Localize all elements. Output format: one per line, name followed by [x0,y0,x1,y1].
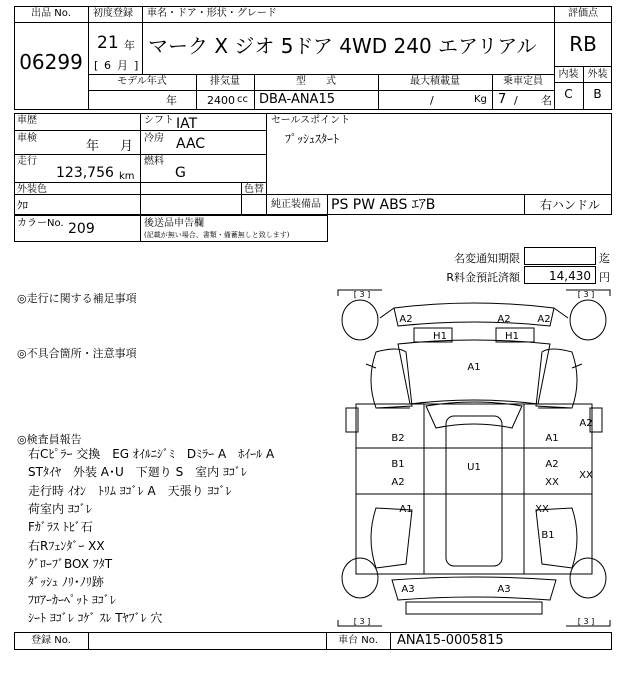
mileage-unit: km [119,171,135,182]
interior-label: 内装 [558,69,579,80]
driving-remarks-label: ◎走行に関する補足事項 [17,292,137,305]
transfer-deadline-box [524,247,596,265]
year-unit: 年 [124,39,135,52]
model-year-label: モデル年式 [117,76,167,87]
equipment-label: 純正装備品 [271,199,321,210]
remark-line: ｸﾞﾛｰﾌﾞBOX ﾌﾀT [28,557,113,571]
first-reg-year: 21 [97,33,119,53]
damage-mark: XX [579,470,593,481]
month-unit: 月 [117,59,128,72]
inspector-label: ◎検査員報告 [17,433,82,446]
sales-point-label: セールスポイント [271,115,351,126]
remark-line: ｼｰﾄ ﾖｺﾞﾚ ｺｹﾞ ｽﾚ Tﾔﾌﾞﾚ 穴 [28,611,163,625]
chassis-no: ANA15-0005815 [397,633,504,648]
color-change-label: 色替 [244,184,264,195]
damage-mark: A2 [537,314,551,325]
car-name-label: 車名・ドア・形状・グレード [147,8,277,19]
remark-line: ﾀﾞｯｼｭ ﾉﾘ･ﾉﾘ跡 [28,575,104,589]
color-no: 209 [68,221,95,237]
damage-mark: XX [545,477,559,488]
fuel: G [175,165,186,181]
interior-grade: C [564,87,573,101]
chassis-label: 車台 No. [338,635,378,646]
displacement-unit: cc [237,94,248,105]
svg-text:[ 3 ]: [ 3 ] [353,617,371,626]
fuel-label: 燃料 [144,156,164,167]
capacity: 7 [498,92,507,107]
remark-line: ﾌﾛｱｰｶｰﾍﾟｯﾄ ﾖｺﾞﾚ [28,593,116,607]
damage-mark: A2 [391,477,405,488]
footer-frame [14,632,612,650]
remark-line: 走行時 ｲｵﾝ ﾄﾘﾑ ﾖｺﾞﾚ A 天張り ﾖｺﾞﾚ [28,484,232,498]
mileage-label: 走行 [17,156,37,167]
inspection-year-unit: 年 [86,139,100,154]
remark-line: Fｶﾞﾗｽ ﾄﾋﾞ石 [28,520,93,534]
tire-mark: 3 [583,290,589,299]
model-label: 型 式 [296,76,336,87]
recycle-label: R料金預託済額 [446,271,520,284]
damage-mark: B1 [391,459,405,470]
damage-mark: A3 [497,584,511,595]
transfer-deadline-unit: 迄 [599,252,610,265]
later-doc-label: 後送品申告欄 [144,218,204,229]
later-doc-note: (記載が無い場合、書類・備蓄無しと致します) [144,231,290,239]
svg-text:[ 3 ]: [ 3 ] [577,617,595,626]
sales-point: ﾌﾟｯｼｭｽﾀｰﾄ [285,132,340,146]
model: DBA-ANA15 [259,92,335,107]
reg-no-label: 登録 No. [31,635,71,646]
capacity-unit: 名 [541,94,552,107]
tire-mark: 3 [359,290,365,299]
damage-mark: A3 [401,584,415,595]
exterior-color: ｸﾛ [17,199,28,212]
transfer-deadline-label: 名変通知期限 [454,252,520,265]
svg-text:[ 3 ]: [ 3 ] [577,290,595,299]
displacement: 2400 [207,94,235,107]
damage-mark: U1 [467,462,481,473]
history-label: 車歴 [17,115,37,126]
damage-mark: A2 [545,459,559,470]
rating-label: 評価点 [568,8,598,19]
damage-mark: A1 [399,504,413,515]
damage-mark: A2 [399,314,413,325]
first-reg-label: 初度登録 [93,8,133,19]
car-name: マーク X ジオ 5ドア 4WD 240 エアリアル [148,34,537,58]
max-load-unit: Kg [474,94,487,105]
color-no-label: カラーNo. [17,218,64,229]
max-load-slash: / [430,94,434,107]
damage-mark: H1 [505,331,519,342]
exterior-grade: B [593,87,602,101]
tire-mark: 3 [583,617,589,626]
defects-label: ◎不具合箇所・注意事項 [17,347,137,360]
car-damage-diagram [336,288,612,628]
capacity-slash: / [514,94,518,107]
lot-no-label: 出品 No. [31,8,71,19]
steering: 右ハンドル [540,198,601,212]
displacement-label: 排気量 [210,76,240,87]
equipment: PS PW ABS ｴｱB [331,197,436,213]
recycle-unit: 円 [599,271,610,284]
ac-label: 冷房 [144,133,164,144]
remark-line: 右Cﾋﾟﾗｰ 交換 EG ｵｲﾙﾆｼﾞﾐ Dﾐﾗｰ A ﾎｲｰﾙ A [28,447,275,461]
inspection-label: 車検 [17,133,37,144]
damage-mark: H1 [433,331,447,342]
damage-mark: A2 [497,314,511,325]
damage-mark: B2 [391,433,405,444]
damage-mark: XX [535,504,549,515]
shift: IAT [176,116,198,132]
mileage: 123,756 [56,165,114,181]
damage-mark: A1 [467,362,481,373]
tire-mark: 3 [359,617,365,626]
first-reg-month: 6 [104,59,111,72]
model-year-unit: 年 [166,94,177,107]
recycle-amount: 14,430 [549,269,591,283]
ac: AAC [176,136,206,152]
remark-line: 荷室内 ﾖｺﾞﾚ [28,502,92,516]
remark-line: STﾀｲﾔ 外装 A･U 下廻り S 室内 ﾖｺﾞﾚ [28,465,248,479]
exterior-label: 外装 [587,69,608,80]
exterior-color-label: 外装色 [17,184,47,195]
svg-text:[ 3 ]: [ 3 ] [353,290,371,299]
shift-label: シフト [144,115,174,126]
damage-mark: A1 [545,433,559,444]
lot-no: 06299 [19,50,83,74]
damage-mark: A2 [579,418,593,429]
rating: RB [569,32,597,56]
inspection-month-unit: 月 [120,139,134,154]
max-load-label: 最大積載量 [410,76,460,87]
remark-line: 右Rﾌｪﾝﾀﾞｰ XX [28,539,105,553]
capacity-label: 乗車定員 [503,76,543,87]
damage-mark: B1 [541,530,555,541]
